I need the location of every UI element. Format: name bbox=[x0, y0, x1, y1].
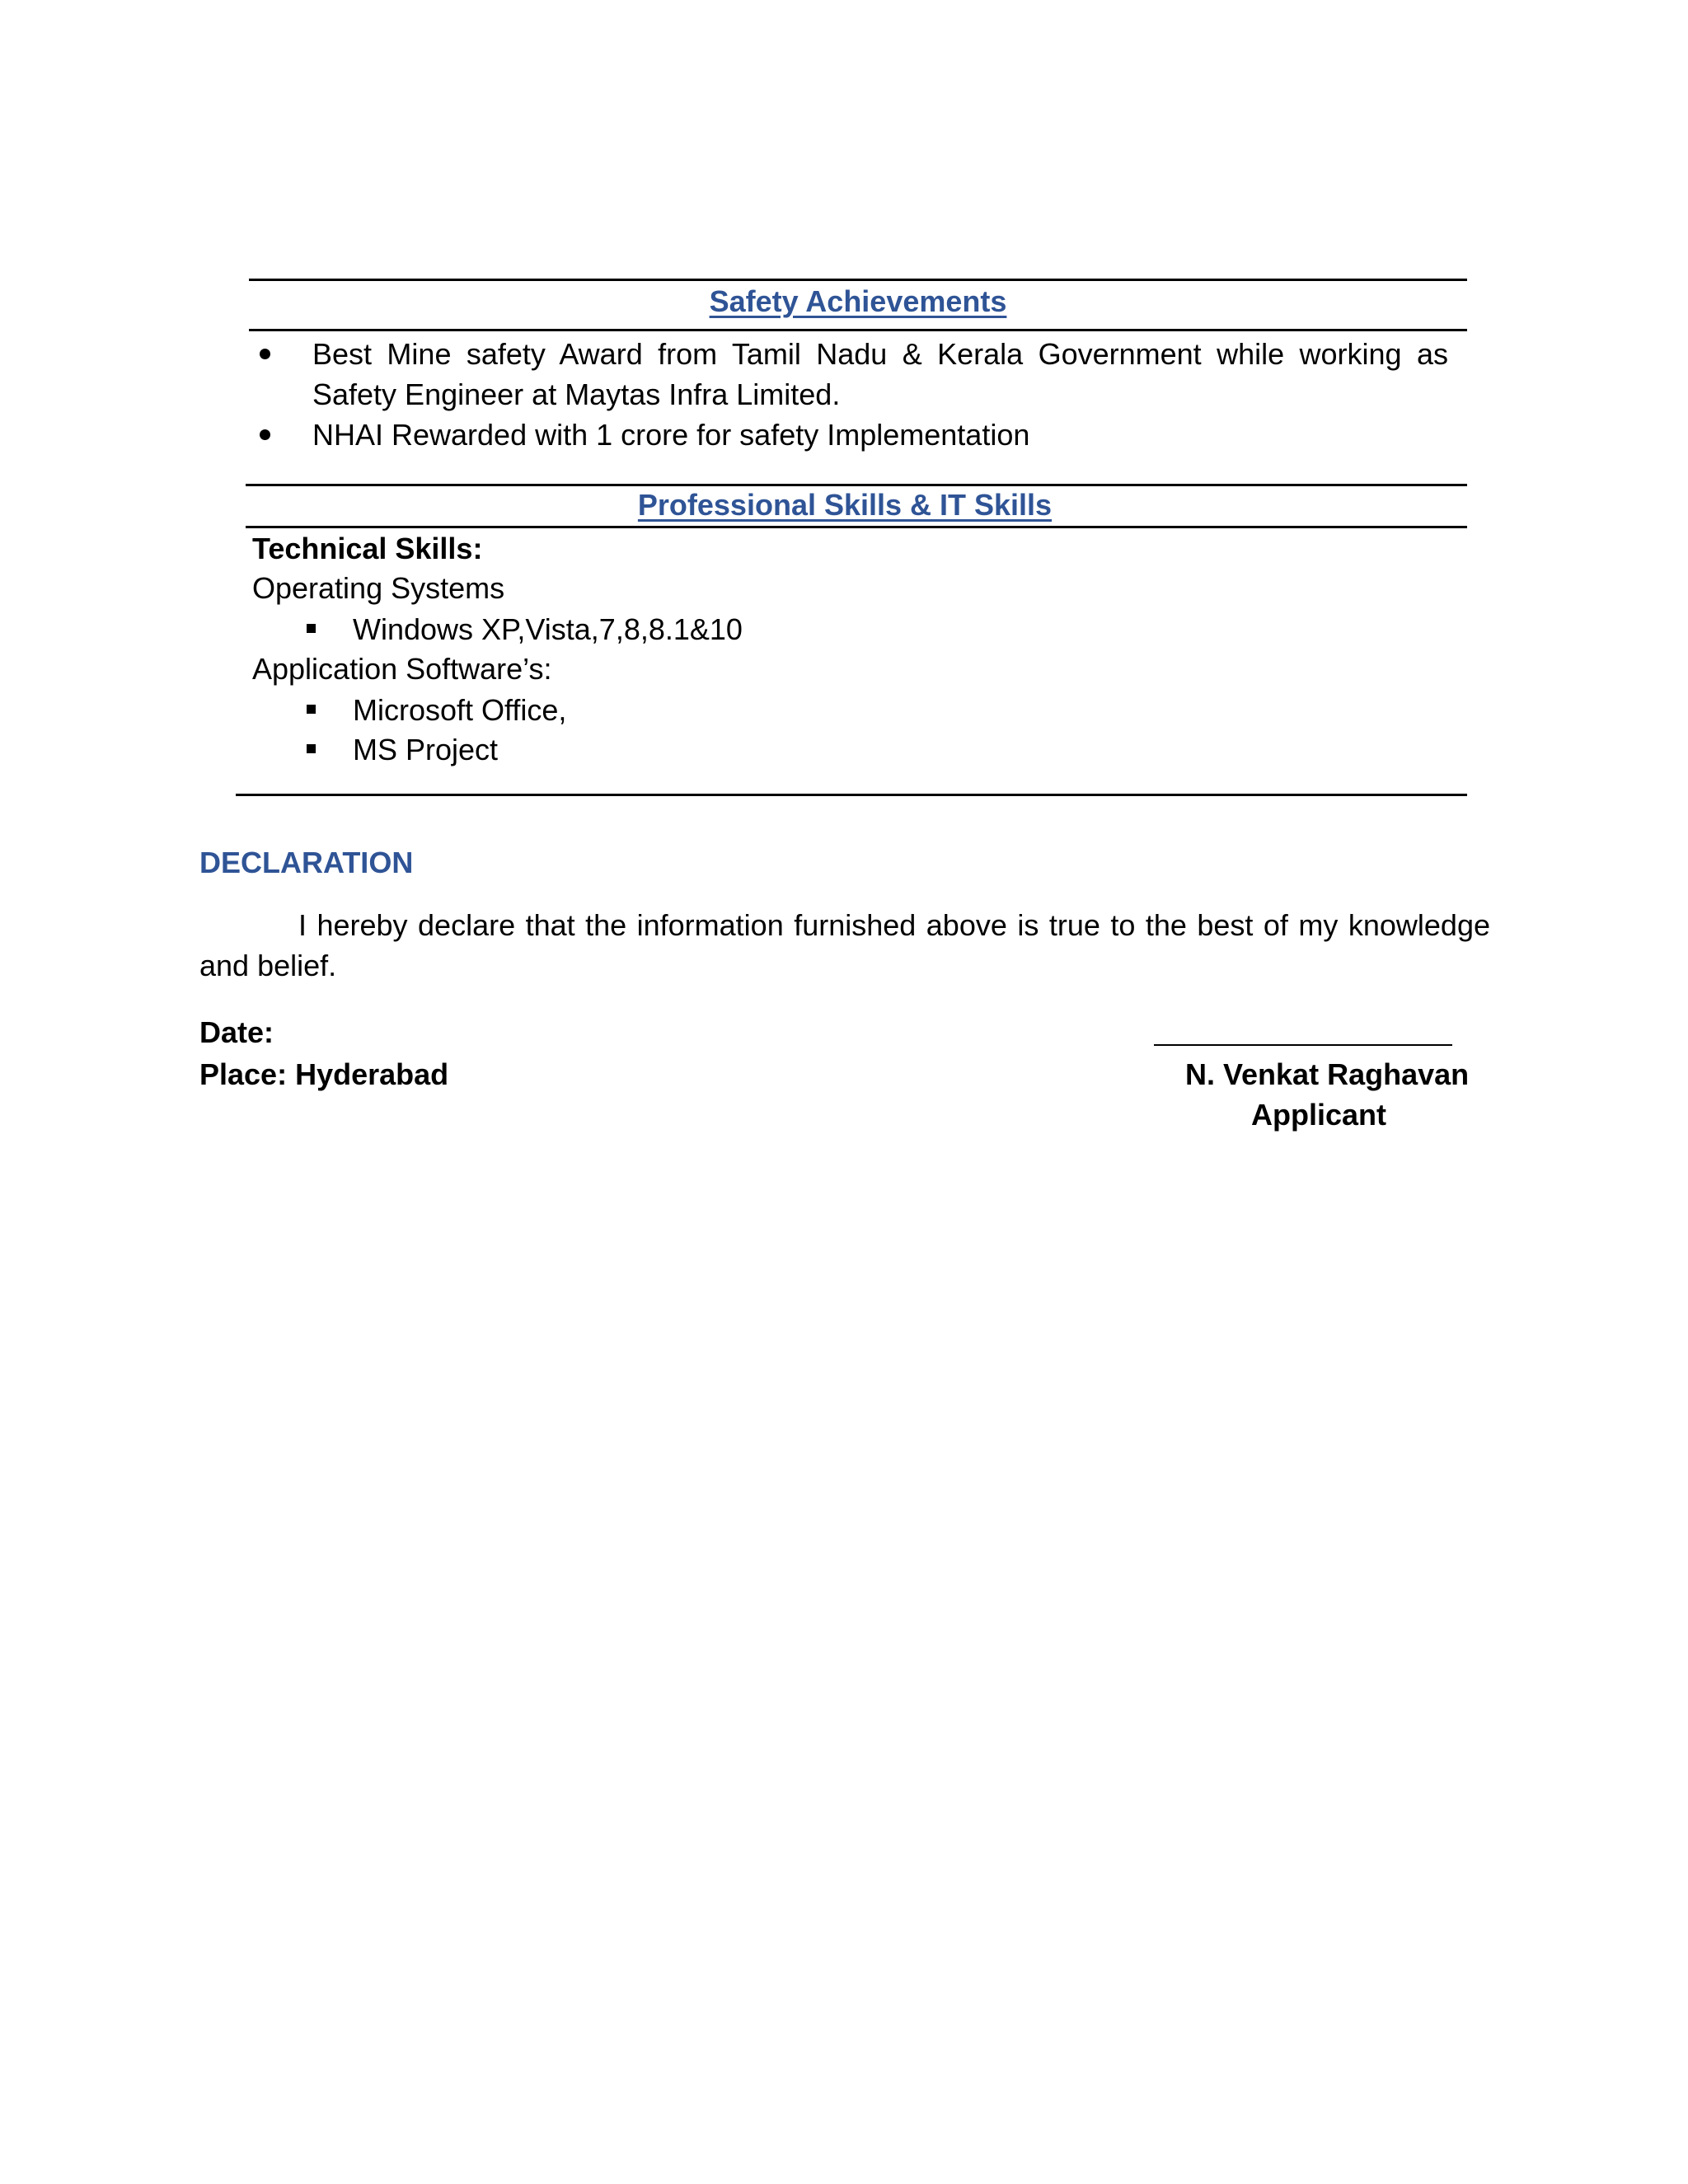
professional-skills-title: Professional Skills & IT Skills bbox=[637, 488, 1053, 522]
list-item bbox=[312, 415, 1448, 455]
achievement-text: Best Mine safety Award from Tamil Nadu & Kerala Government while working as Safety Engineer at Maytas Infra Limited. bbox=[312, 337, 1448, 411]
bullet-dot-icon bbox=[260, 429, 270, 440]
technical-skills-label: Technical Skills: bbox=[252, 532, 483, 565]
list-item bbox=[312, 334, 1448, 415]
signatory-name: N. Venkat Raghavan bbox=[1185, 1057, 1470, 1091]
safety-achievements-title: Safety Achievements bbox=[709, 284, 1007, 318]
declaration-heading: DECLARATION bbox=[199, 846, 414, 879]
top-rule-safety bbox=[249, 279, 1467, 281]
date-label: Date: bbox=[199, 1015, 274, 1049]
application-software-label: Application Software’s: bbox=[252, 652, 552, 686]
bottom-rule-safety-title bbox=[249, 329, 1467, 331]
safety-achievements-list bbox=[312, 334, 1448, 455]
app-item-text: MS Project bbox=[353, 733, 499, 766]
os-item bbox=[353, 609, 743, 649]
signatory-role: Applicant bbox=[1251, 1098, 1387, 1132]
app-item bbox=[353, 690, 566, 730]
app-item bbox=[353, 729, 498, 770]
achievement-text: NHAI Rewarded with 1 crore for safety Implementation bbox=[312, 418, 1030, 452]
bullet-dot-icon bbox=[260, 349, 270, 359]
square-bullet-icon bbox=[307, 744, 316, 753]
os-item-text: Windows XP,Vista,7,8,8.1&10 bbox=[353, 612, 743, 646]
signature-line bbox=[1154, 1044, 1452, 1046]
square-bullet-icon bbox=[307, 624, 316, 633]
declaration-text: I hereby declare that the information furnished above is true to the best of my knowledge and belief. bbox=[199, 908, 1490, 982]
place-label: Place: Hyderabad bbox=[199, 1057, 449, 1091]
operating-systems-label: Operating Systems bbox=[252, 571, 505, 605]
bottom-rule-skills bbox=[236, 794, 1467, 796]
square-bullet-icon bbox=[307, 705, 316, 714]
app-item-text: Microsoft Office, bbox=[353, 693, 567, 727]
